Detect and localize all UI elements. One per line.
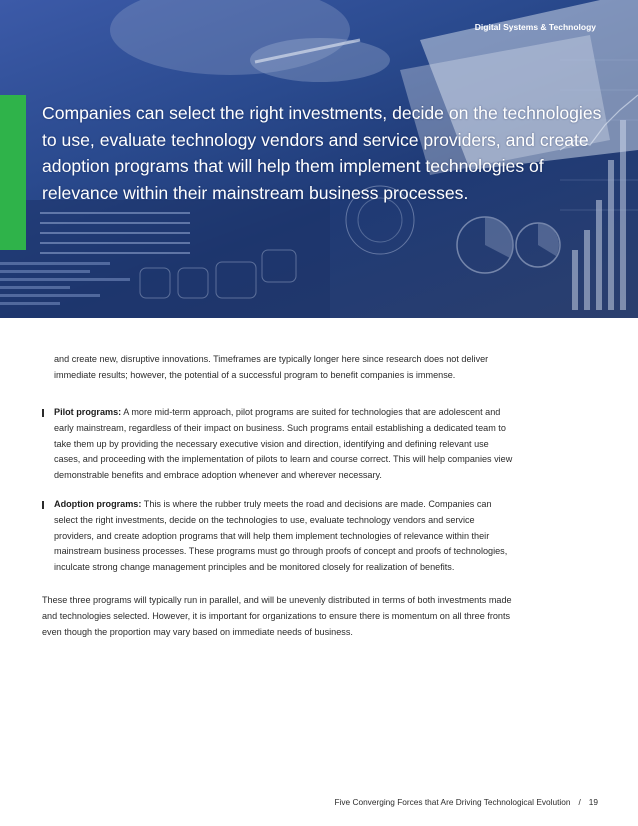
intro-paragraph: and create new, disruptive innovations. Timeframes are typically longer here since research does not deliver immediate results; however, the potential of a successful program to benefit companies is immense. [54,354,489,380]
bullet-marker [42,501,44,509]
bullet-text [54,405,514,484]
footer-separator: / [578,797,581,807]
bullet-adoption-programs [54,497,514,576]
bullet-term: Adoption programs: [54,499,142,509]
bullet-marker [42,409,44,417]
bullet-term: Pilot programs: [54,407,122,417]
bullet-text [54,497,514,576]
page-number: 19 [588,797,598,807]
accent-bar [0,95,26,250]
bullet-pilot-programs [54,405,514,484]
closing-paragraph: These three programs will typically run in parallel, and will be unevenly distributed in terms of both investments made and technologies selected. However, it is important for organizations to ensure there is momentum on all three fronts even though the proportion may vary based on immediate needs of business. [42,595,512,637]
hero-banner [0,0,638,318]
page-footer [334,797,598,807]
footer-title: Five Converging Forces that Are Driving Technological Evolution [334,797,571,807]
bullet-body: This is where the rubber truly meets the road and decisions are made. Companies can select the right investments, decide on the technologies to use, evaluate technology vendors and service providers, and create adoption programs that will help them implement technologies of relevance within their mainstream business processes. These programs must go through proofs of concept and proofs of technologies, inculcate strong change management principles and be monitored closely for realization of benefits. [54,499,508,573]
bullet-body: A more mid-term approach, pilot programs are suited for technologies that are adolescent and early mainstream, regardless of their impact on business. Such programs entail establishing a dedicated team to take them up by providing the necessary executive vision and direction, identifying and defining relevant use cases, and proceeding with the implementation of pilots to learn and course correct. This will help companies view demonstrable benefits and embrace adoption whenever and wherever necessary. [54,407,513,481]
pull-quote: Companies can select the right investments, decide on the technologies to use, evaluate technology vendors and service providers, and create adoption programs that will help them implement technologies of relevance within their mainstream business processes. [42,103,602,203]
section-label: Digital Systems & Technology [474,22,596,32]
